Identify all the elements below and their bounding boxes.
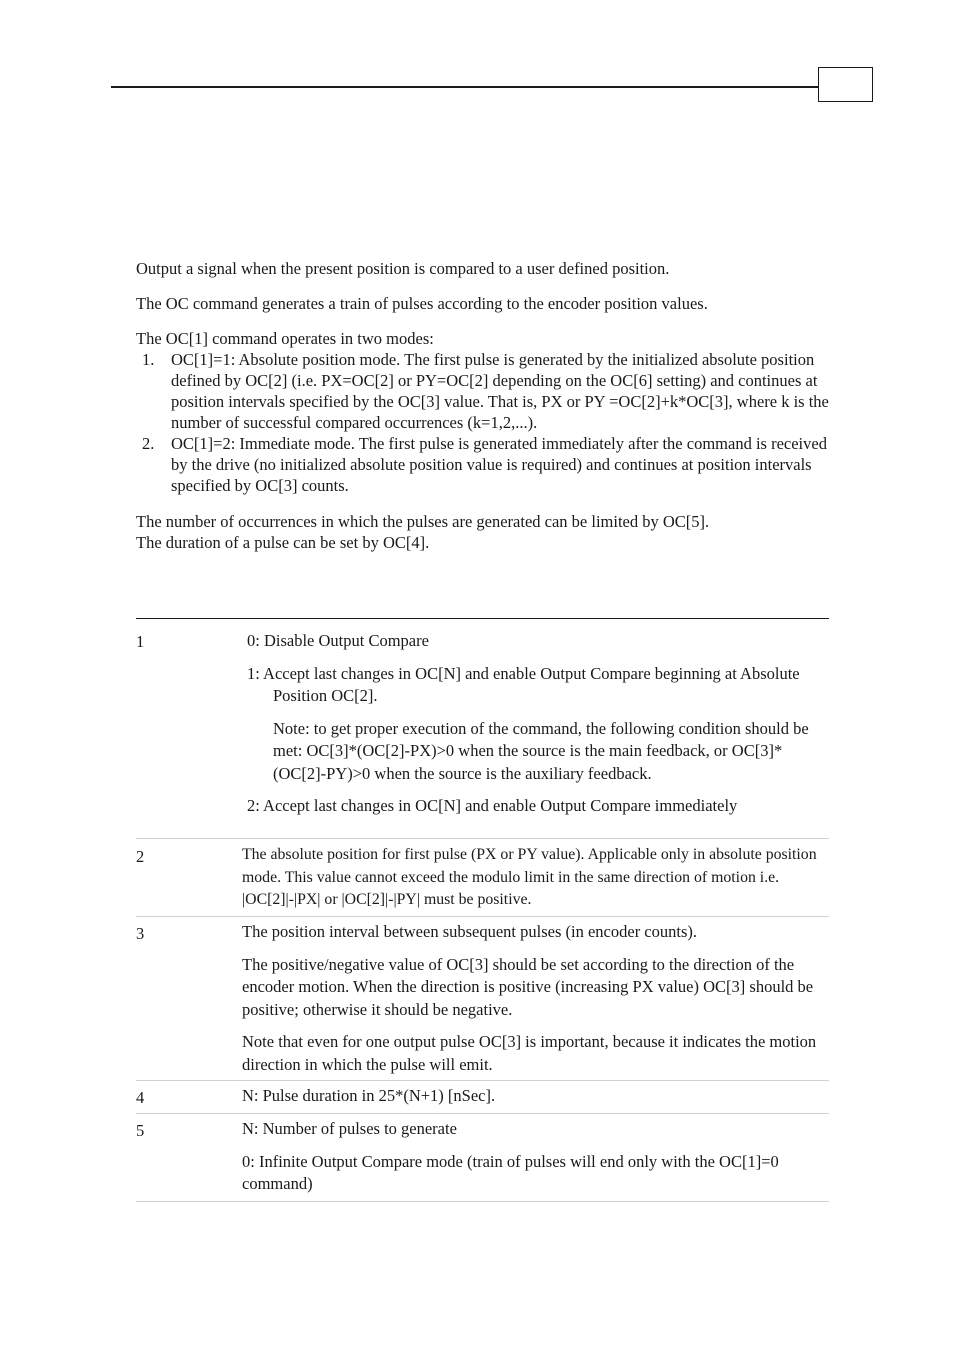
list-item (136, 349, 829, 433)
row-paragraph: The positive/negative value of OC[3] should be set according to the direction of the encoder motion. When the direction is positive (increasing PX value) OC[3] should be positive; otherwise it should be negative. (242, 954, 814, 1019)
list-number: 1. (142, 350, 155, 369)
row-paragraph: 1: Accept last changes in OC[N] and enable Output Compare beginning at Absolute Position OC[2]. (247, 663, 800, 705)
row-description (242, 921, 829, 1076)
modes-intro: The OC[1] command operates in two modes: (136, 329, 434, 348)
table-row (136, 619, 829, 839)
row-index: 3 (136, 924, 145, 943)
row-description (247, 630, 827, 818)
modes-list (136, 349, 829, 496)
table-row (136, 839, 829, 917)
row-note: Note: to get proper execution of the command, the following condition should be met: OC[3]*(OC[2]-PX)>0 when the source is the main feedback, or OC[3]*(OC[2]-PY)>0 when the source is the auxiliary feedback. (273, 718, 809, 783)
row-paragraph: 0: Infinite Output Compare mode (train of pulses will end only with the OC[1]=0 command) (242, 1151, 779, 1193)
purpose-text: Output a signal when the present position is compared to a user defined position. (136, 259, 670, 278)
row-description (242, 844, 829, 912)
list-number: 2. (142, 434, 155, 453)
list-text: OC[1]=1: Absolute position mode. The first pulse is generated by the initialized absolute position defined by OC[2] (i.e. PX=OC[2] or PY=OC[2] depending on the OC[6] setting) and continues at position intervals specified by the OC[3] value. That is, PX or PY =OC[2]+k*OC[3], where k is the number of successful compared occurrences (k=1,2,...). (171, 350, 829, 432)
row-description (242, 1085, 829, 1108)
row-paragraph: Note that even for one output pulse OC[3] is important, because it indicates the motion direction in which the pulse will emit. (242, 1032, 817, 1074)
row-paragraph: The absolute position for first pulse (PX or PY value). Applicable only in absolute position mode. This value cannot exceed the modulo limit in the same direction of motion i.e. |OC[2]|-|PX| or |OC[2]|-|PY| must be positive. (242, 846, 817, 908)
command-description (136, 258, 829, 553)
row-paragraph: 2: Accept last changes in OC[N] and enable Output Compare immediately (247, 796, 738, 815)
occurrences-text: The number of occurrences in which the pulses are generated can be limited by OC[5]. (136, 512, 710, 531)
list-item (136, 433, 829, 496)
description-text: The OC command generates a train of pulses according to the encoder position values. (136, 294, 708, 313)
row-index: 4 (136, 1088, 145, 1107)
table-row (136, 1114, 829, 1202)
row-index: 5 (136, 1121, 145, 1140)
row-index: 1 (136, 632, 145, 651)
duration-text: The duration of a pulse can be set by OC[4]. (136, 533, 430, 552)
row-paragraph: 0: Disable Output Compare (247, 631, 429, 650)
list-text: OC[1]=2: Immediate mode. The first pulse is generated immediately after the command is received by the drive (no initialized absolute position value is required) and continues at position intervals specified by OC[3] counts. (171, 434, 827, 495)
table-row (136, 1081, 829, 1114)
row-paragraph: N: Number of pulses to generate (242, 1119, 457, 1138)
row-paragraph: N: Pulse duration in 25*(N+1) [nSec]. (242, 1086, 496, 1105)
row-paragraph: The position interval between subsequent pulses (in encoder counts). (242, 922, 698, 941)
row-description (242, 1118, 829, 1196)
page-number-box (818, 67, 873, 102)
row-index: 2 (136, 847, 145, 866)
header-rule (111, 86, 819, 88)
table-row (136, 917, 829, 1081)
